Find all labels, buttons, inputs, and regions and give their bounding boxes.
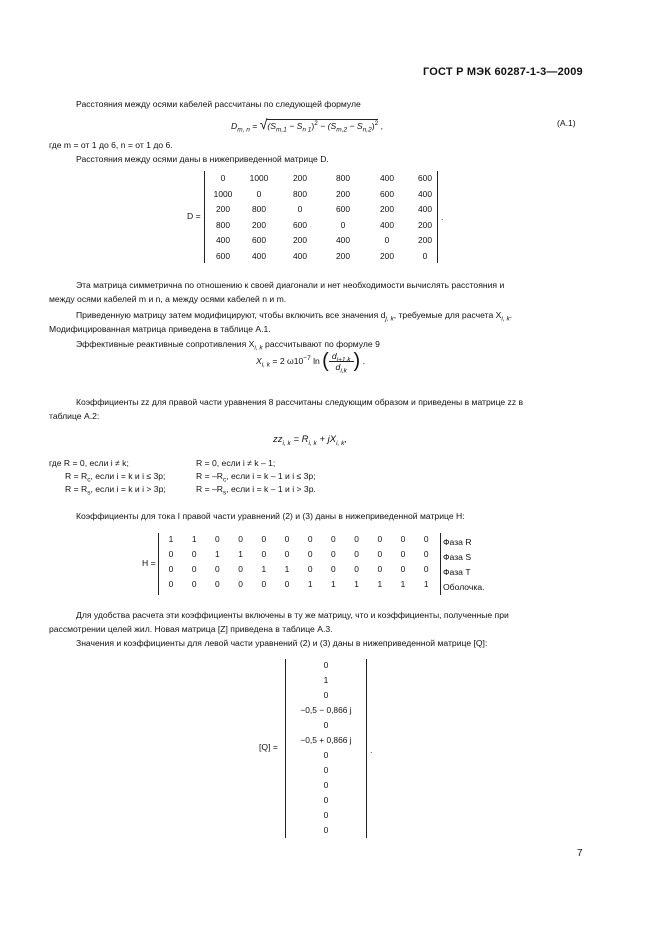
matrix-h-cell: 0 [215,579,220,589]
formula-a1-part2: ) [311,121,315,131]
matrix-h-cell: 0 [331,534,336,544]
matrix-h-cell: 0 [215,534,220,544]
formula-zz [273,434,347,445]
formula-zz-b-sub: i, k [308,439,317,447]
paragraph-matrix-q: Значения и коэффициенты для левой части уравнений (2) и (3) даны в нижеприведенной матрице [Q]: [76,638,488,648]
matrix-h-cell: 1 [261,564,267,574]
paragraph-modify-l2: Модифицированная матрица приведена в таблице А.1. [49,324,271,334]
matrix-q-cell: 0 [323,810,329,820]
formula-a1-s4: n,2 [362,126,372,134]
formula-x: $X_{i, k} = 2$ $\omega 10^{-7}$ ln ( $\frac{d_{i+1,k}}{d_{i,k}}$ ) . [256,350,365,375]
matrix-d-cell: 600 [418,173,432,183]
matrix-h-cell: 0 [423,549,429,559]
formula-x-fraction [329,351,354,375]
paragraph-symmetric-l1: Эта матрица симметрична по отношению к своей диагонали и нет необходимости вычислять расстояния и [76,280,505,290]
matrix-h-cell: 0 [215,564,220,574]
matrix-h-row-label: Фаза R [443,537,472,547]
matrix-d-cell: 600 [380,188,394,199]
matrix-h-cell: 0 [307,549,313,559]
matrix-d-cell: 200 [293,173,307,183]
paragraph-convenience-l1: Для удобства расчета эти коэффициенты включены в ту же матрицу, что и коэффициенты, полученные при [76,610,509,620]
paragraph-reactance [76,339,380,352]
formula-a1-sq: 2 [314,120,318,128]
matrix-d-cell: 400 [418,188,432,199]
matrix-h-cell: 0 [400,534,406,544]
condition-r3-right [196,484,316,497]
matrix-h-cell: 1 [354,579,359,589]
condition-r3-left [65,484,166,497]
formula-a1-body: (S [267,121,276,131]
matrix-d-cell: 1000 [249,173,269,183]
formula-zz-a-sub: i, k [282,439,291,447]
matrix-h-cell: 1 [400,579,406,589]
matrix-h-cell: 0 [191,564,197,574]
matrix-h-annotations [443,535,485,595]
matrix-d-cell: 800 [293,188,307,199]
matrix-d-cell: 200 [216,204,230,214]
paragraph-modify-l1 [76,310,513,323]
matrix-q-cell: −0,5 − 0,866 j [300,705,352,715]
matrix-d-cell: 200 [336,188,350,199]
formula-a1-minus2: − S [347,121,363,131]
matrix-d-cell: 600 [216,250,230,261]
formula-a1-lhs: D [231,121,238,131]
matrix-h-cell: 0 [238,564,243,574]
matrix-q-cell: 0 [323,720,329,730]
formula-zz-c: + jX [316,434,337,445]
matrix-d-cell: 200 [336,250,350,261]
condition-r1-right: R = 0, если i ≠ k – 1; [196,458,276,468]
para5-sub: i, k [254,344,263,352]
matrix-h-cell: 0 [331,564,336,574]
matrix-d-cell: 800 [216,219,230,230]
cond-r3r-a: R = –R [196,484,223,494]
matrix-h-cell: 0 [423,564,429,574]
para4-a: Приведенную матрицу затем модифицируют, чтобы включить все значения d [76,310,386,320]
matrix-d-cell: 800 [336,173,350,183]
formula-x-num-sub: i+1,k [336,356,351,364]
matrix-q-cell: 0 [323,690,329,700]
matrix-d-label: D = [187,211,201,221]
cond-r3l-a: R = R [65,484,88,494]
para5-a: Эффективные реактивные сопротивления X [76,339,255,349]
formula-x-end: . [362,355,365,366]
para4-sub1: j, k [385,315,394,323]
matrix-h-cell: 1 [191,534,197,544]
matrix-d-cell: 400 [418,204,432,214]
matrix-h-cell: 1 [307,579,313,589]
cond-r3r-end: , если i = k – 1 и i > 3p. [226,484,316,494]
condition-r1-left: где R = 0, если i ≠ k; [49,458,129,468]
formula-a1-s3: m,2 [336,126,348,134]
formula-a1-end: , [380,121,383,131]
page-number: 7 [577,848,583,859]
formula-zz-a: zz [273,434,283,445]
matrix-d-cell: 200 [418,235,432,245]
matrix-h-cell: 0 [377,534,383,544]
formula-a1-eq: = [252,121,258,131]
paragraph-symmetric-l2: между осями кабелей m и n, а между осями кабелей n и m. [49,294,287,304]
matrix-h-cell: 0 [191,549,197,559]
matrix-h-cell: 0 [377,549,383,559]
matrix-h-label: H = [142,558,156,568]
matrix-q-label: [Q] = [259,742,278,752]
matrix-h-cell: 0 [354,564,359,574]
matrix-h-cell: 0 [284,579,290,589]
condition-r2-right [196,471,316,484]
formula-zz-d: , [344,434,348,445]
matrix-h-cell: 0 [284,534,290,544]
matrix-q-cell: −0,5 + 0,866 j [300,735,352,745]
matrix-h-cell: 1 [423,579,429,589]
matrix-d-end: . [441,212,444,222]
formula-x-num: d [331,351,337,361]
formula-a1-sq2: 2 [374,120,379,128]
matrix-h-cell: 0 [284,549,290,559]
matrix-d-cell: 0 [220,173,226,183]
paragraph-zz-l1: Коэффициенты zz для правой части уравнения 8 рассчитаны следующим образом и приведены в матрице zz в [76,397,524,407]
matrix-d-cell: 800 [252,204,266,214]
matrix-h-cell: 1 [377,579,383,589]
matrix-h-cell: 0 [354,549,359,559]
matrix-q-cell: 0 [323,795,329,805]
matrix-q-cell: 0 [323,825,329,835]
matrix-h-cell: 1 [331,579,336,589]
matrix-h-cell: 0 [331,549,336,559]
matrix-h-cell: 0 [307,564,313,574]
matrix-h-cell: 0 [168,564,174,574]
where-mn: где m = от 1 до 6, n = от 1 до 6. [49,140,173,150]
para4-b: , требуемые для расчета X [393,310,502,320]
matrix-d-cell: 600 [293,219,307,230]
paragraph-zz-l2: таблице А.2: [49,411,100,421]
matrix-h-cell: 0 [191,579,197,589]
para5-b: рассчитывают по формуле 9 [262,339,380,349]
cond-r2l-sub: c [87,476,91,484]
matrix-h-cell: 0 [307,534,313,544]
matrix-d-cell: 400 [380,219,394,230]
matrix-q-cell: 0 [323,765,329,775]
matrix-h-row-label: Фаза T [443,567,471,577]
cond-r3r-sub: s [223,489,227,497]
formula-x-den: d [335,362,341,372]
sqrt-symbol: √ [259,116,268,132]
matrix-h-cell: 0 [377,564,383,574]
formula-a1-minus: − S [286,121,303,131]
formula-a1-s1: m,1 [275,126,287,134]
matrix-h-cell: 1 [168,534,174,544]
formula-x-den-sub: i,k [340,367,347,375]
matrix-d-cell: 0 [256,188,262,199]
matrix-d [204,171,438,263]
matrix-h-cell: 0 [423,534,429,544]
matrix-d-cell: 600 [252,235,266,245]
formula-a1-lhs-sub: m, n [237,126,250,134]
matrix-d-cell: 0 [297,204,303,214]
cond-r2r-end: , если i = k – 1 и i ≤ 3p; [226,471,316,481]
matrix-q [285,659,367,838]
formula-x-exp: −7 [303,354,311,362]
matrix-d-cell: 0 [422,250,428,261]
matrix-q-cell: 1 [323,675,329,685]
matrix-h-cell: 0 [168,549,174,559]
matrix-q-cell: 0 [323,660,329,670]
matrix-h-cell: 0 [238,534,243,544]
formula-a1 [231,116,383,132]
matrix-h-cell: 1 [284,564,290,574]
matrix-d-cell: 400 [380,173,394,183]
matrix-h-row-label: Фаза S [443,552,472,562]
matrix-d-cell: 0 [384,235,390,245]
matrix-h-cell: 1 [215,549,220,559]
matrix-d-cell: 400 [252,250,266,261]
matrix-h-cell: 0 [400,564,406,574]
formula-a1-mid: − (S [317,121,337,131]
paragraph-matrix-d: Расстояния между осями даны в нижеприведенной матрице D. [76,154,329,164]
matrix-q-end: . [370,745,373,755]
matrix-d-cell: 1000 [213,188,233,199]
matrix-h-cell: 1 [238,549,243,559]
para4-c: . [509,310,513,320]
matrix-h-cell: 0 [261,534,267,544]
formula-a1-number: (A.1) [557,118,576,128]
cond-r3l-sub: s [87,489,91,497]
matrix-d-cell: 200 [418,219,432,230]
cond-r2r-sub: c [223,476,227,484]
paragraph-intro: Расстояния между осями кабелей рассчитаны по следующей формуле [76,99,361,109]
matrix-d-cell: 200 [252,219,266,230]
matrix-h-cell: 0 [400,549,406,559]
paragraph-matrix-h: Коэффициенты для тока I правой части уравнений (2) и (3) даны в нижеприведенной матрице H: [76,511,465,521]
matrix-h-cell: 0 [261,549,267,559]
matrix-d-cell: 400 [336,235,350,245]
matrix-q-cell: 0 [323,750,329,760]
formula-x-lhs: X [256,355,262,366]
formula-x-lhs-sub: i, k [261,361,271,369]
paragraph-convenience-l2: рассмотрении целей жил. Новая матрица [Z] приведена в таблице А.3. [49,624,333,634]
formula-x-ln: ln [310,355,320,366]
formula-x-rhs: = 2 ω10 [270,355,304,366]
matrix-d-cell: 0 [340,219,346,230]
matrix-d-cell: 400 [216,235,230,245]
formula-zz-b: = R [290,434,309,445]
formula-zz-c-sub: i, k [336,439,345,447]
matrix-d-cell: 400 [293,250,307,261]
matrix-h-cell: 0 [261,579,267,589]
para4-sub2: i, k [501,315,510,323]
cond-r2l-end: , если i = k и i ≤ 3p; [90,471,166,481]
cond-r2r-a: R = –R [196,471,223,481]
matrix-d-cell: 200 [293,235,307,245]
condition-r2-left [65,471,166,484]
document-header: ГОСТ Р МЭК 60287-1-3—2009 [423,66,583,78]
matrix-h-cell: 0 [354,534,359,544]
matrix-h-row-label: Оболочка. [443,582,485,592]
formula-a1-s2: n 1 [302,126,312,134]
matrix-d-cell: 600 [336,204,350,214]
matrix-h-cell: 0 [168,579,174,589]
matrix-h-cell: 0 [238,579,243,589]
formula-a1-part2b: ) [371,121,375,131]
cond-r2l-a: R = R [65,471,88,481]
matrix-q-cell: 0 [323,780,329,790]
matrix-d-cell: 200 [380,250,394,261]
cond-r3l-end: , если i = k и i > 3p; [90,484,166,494]
matrix-h [158,533,441,595]
matrix-d-cell: 200 [380,204,394,214]
